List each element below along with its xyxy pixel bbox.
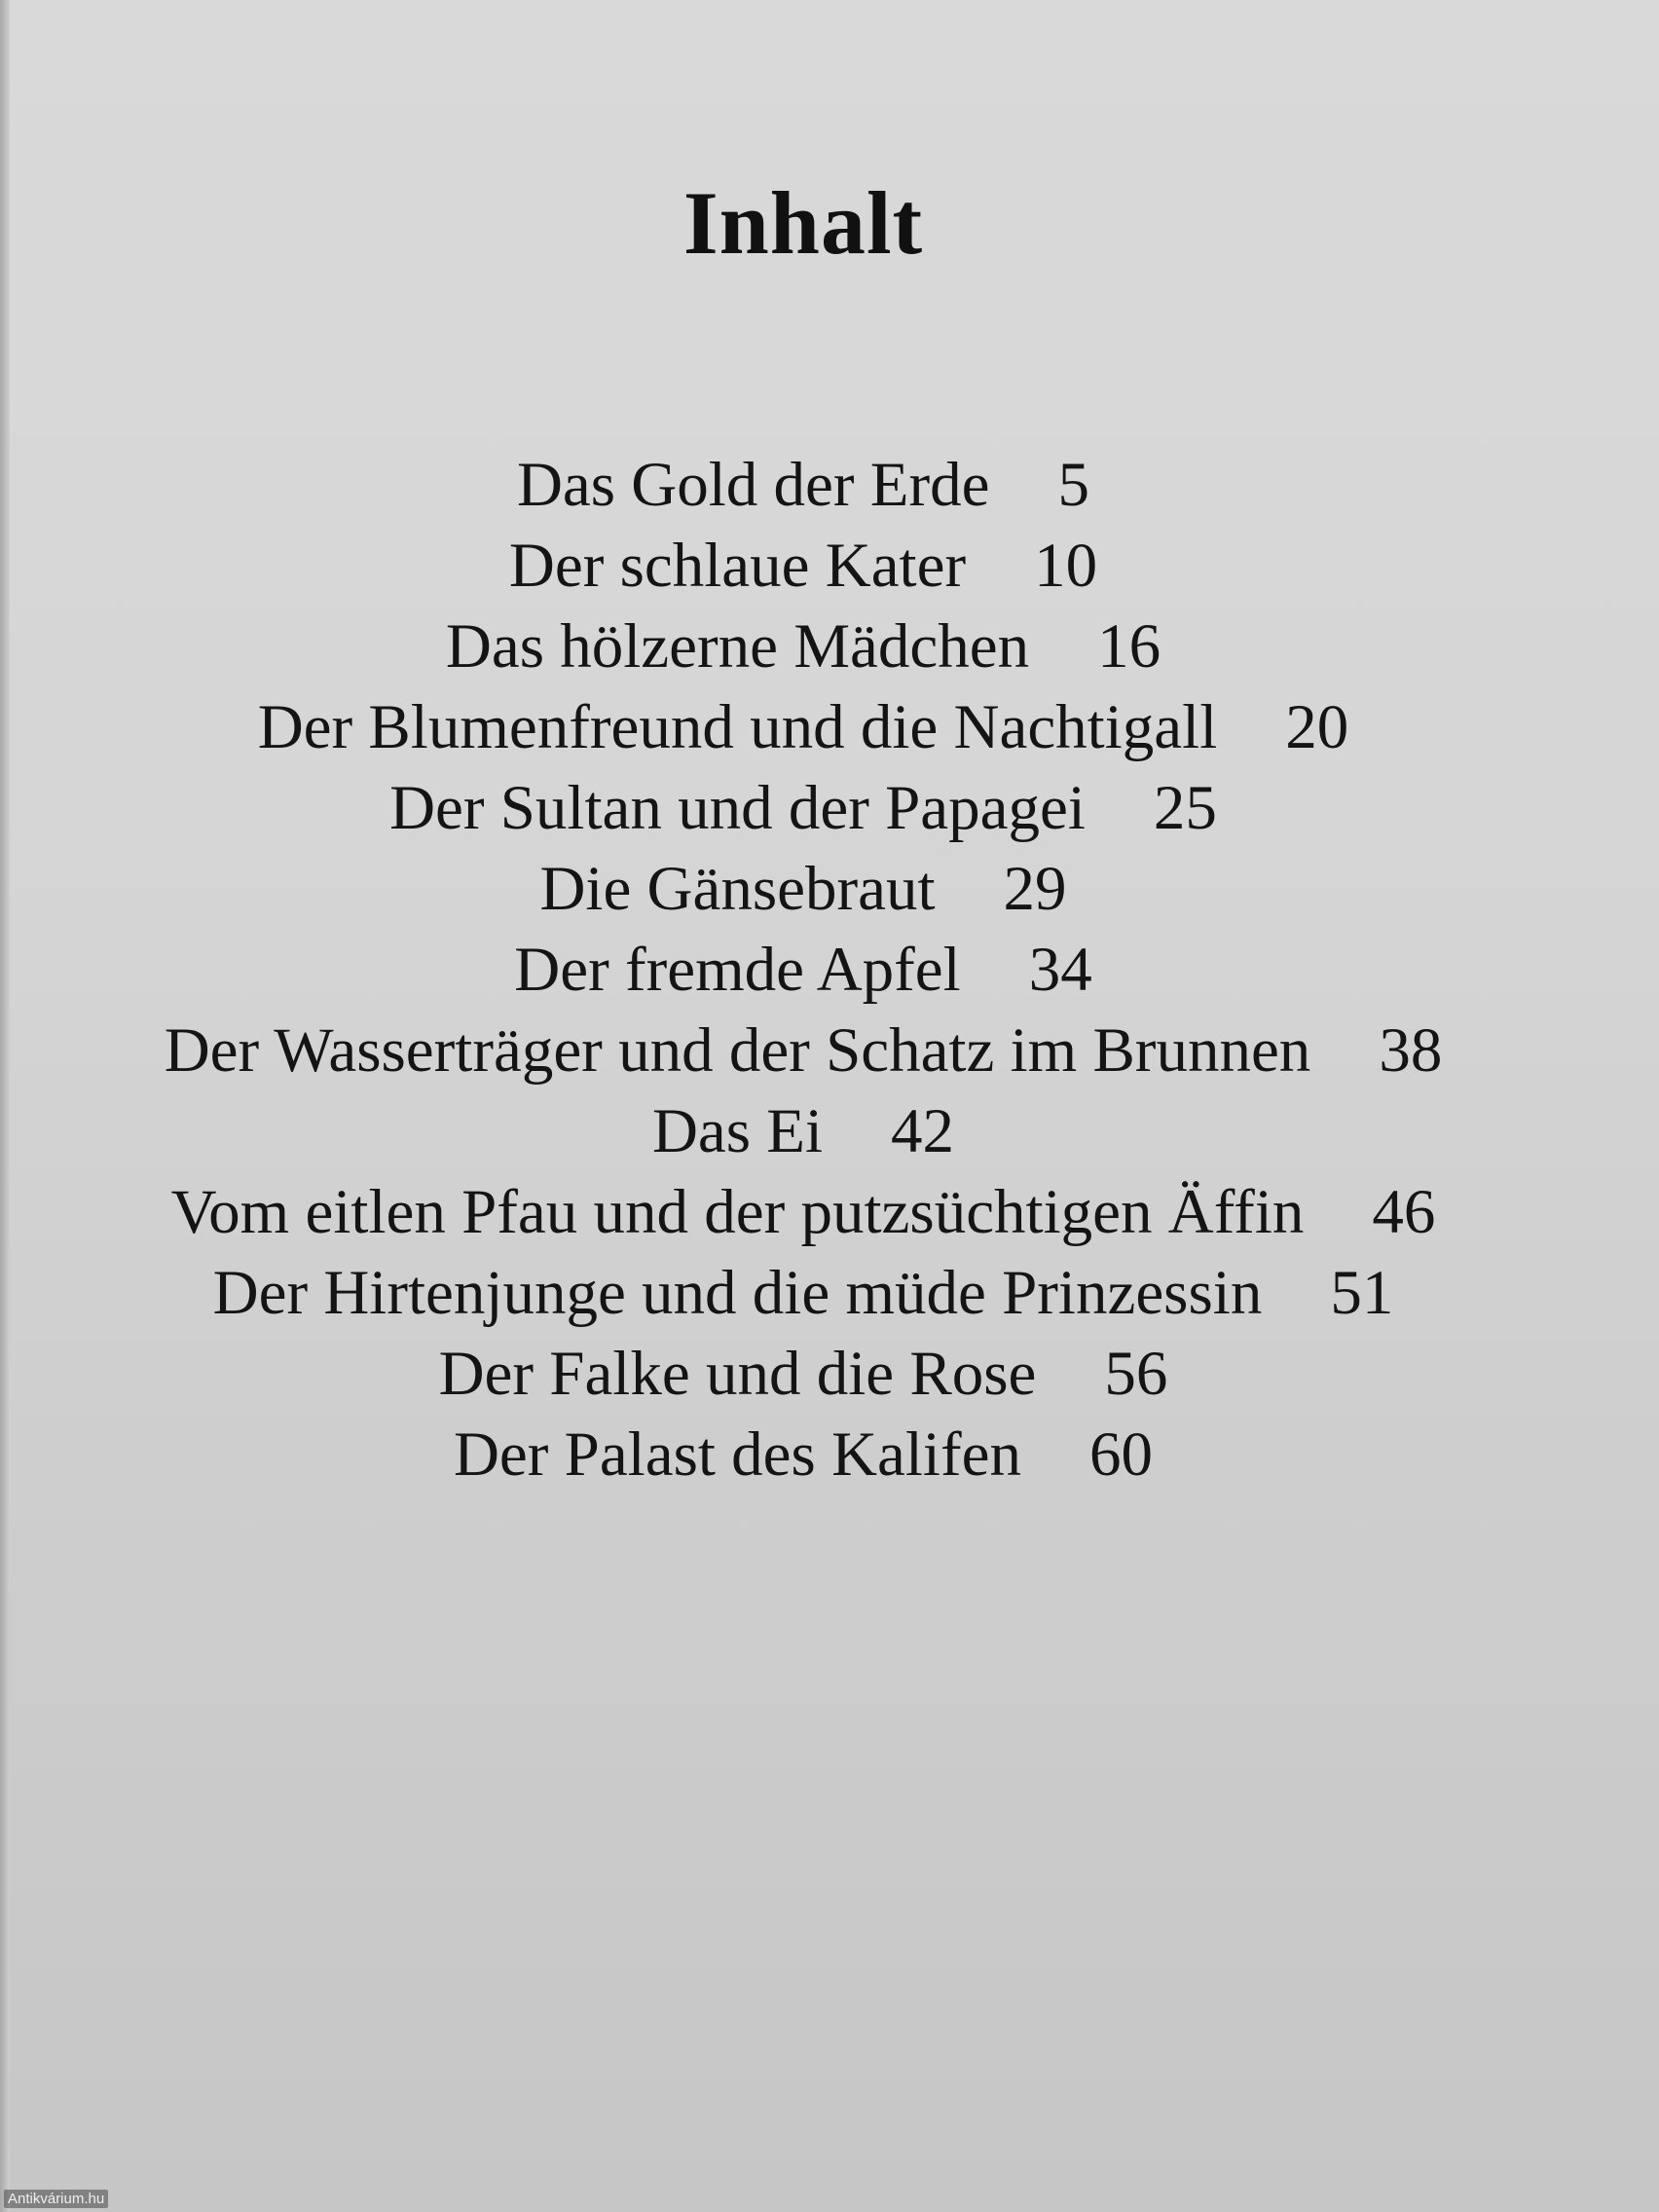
toc-entry: [0, 849, 1606, 930]
toc-entry-title: Das Gold der Erde: [516, 450, 990, 520]
toc-entry-page: 38: [1379, 1015, 1443, 1086]
toc-entry-page: 42: [891, 1096, 955, 1166]
toc-entry-page: 16: [1097, 611, 1161, 682]
toc-entry-title: Das hölzerne Mädchen: [445, 611, 1030, 682]
toc-entry-page: 25: [1153, 773, 1217, 843]
toc-entry: [0, 1415, 1606, 1495]
toc-entry: [0, 1091, 1606, 1172]
toc-entry: [0, 930, 1606, 1011]
table-of-contents: [0, 445, 1606, 1495]
toc-entry: [0, 526, 1606, 607]
toc-entry: [0, 1172, 1606, 1253]
toc-entry-title: Der Palast des Kalifen: [453, 1419, 1021, 1490]
toc-entry-title: Der Wasserträger und der Schatz im Brunnen: [164, 1015, 1311, 1086]
page-title: Inhalt: [682, 172, 924, 273]
toc-entry-page: 51: [1330, 1258, 1394, 1328]
toc-entry: [0, 445, 1606, 526]
toc-entry-title: Der Blumenfreund und die Nachtigall: [257, 692, 1218, 762]
toc-entry-page: 10: [1034, 531, 1098, 601]
toc-entry-title: Die Gänsebraut: [539, 854, 936, 924]
toc-entry: [0, 1334, 1606, 1415]
toc-entry-title: Der Sultan und der Papagei: [389, 773, 1086, 843]
toc-entry: [0, 687, 1606, 768]
toc-entry-title: Der Hirtenjunge und die müde Prinzessin: [212, 1258, 1263, 1328]
toc-entry-title: Der Falke und die Rose: [438, 1339, 1037, 1409]
toc-entry-title: Der schlaue Kater: [508, 531, 967, 601]
toc-entry-page: 60: [1089, 1419, 1153, 1490]
toc-entry: [0, 607, 1606, 687]
watermark: Antikvárium.hu: [4, 2190, 108, 2208]
toc-entry: [0, 1011, 1606, 1091]
toc-entry: [0, 768, 1606, 849]
toc-entry: [0, 1253, 1606, 1334]
toc-entry-title: Das Ei: [651, 1096, 824, 1166]
toc-entry-title: Vom eitlen Pfau und der putzsüchtigen Äffin: [170, 1177, 1305, 1247]
toc-entry-page: 29: [1003, 854, 1067, 924]
toc-entry-page: 56: [1104, 1339, 1168, 1409]
toc-entry-title: Der fremde Apfel: [514, 935, 961, 1005]
toc-entry-page: 20: [1285, 692, 1349, 762]
toc-entry-page: 5: [1057, 450, 1090, 520]
toc-entry-page: 34: [1028, 935, 1092, 1005]
toc-entry-page: 46: [1372, 1177, 1436, 1247]
